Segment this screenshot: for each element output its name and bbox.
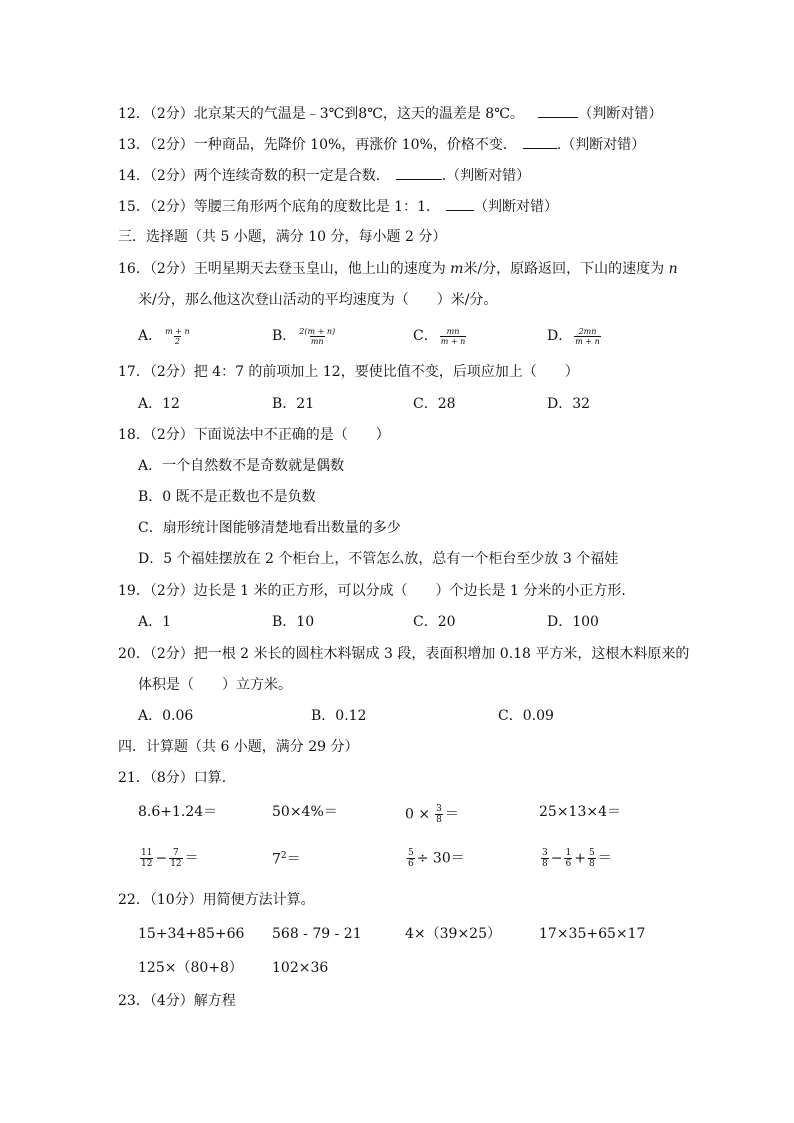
q22-item: 102×36	[272, 960, 329, 976]
q17-option-a[interactable]: A．12	[138, 396, 180, 412]
q21-item: 50×4%＝	[272, 804, 338, 820]
section-4-title: 四．计算题（共 6 小题，满分 29 分）	[118, 739, 359, 755]
question-17: 17．（2分）把 4：7 的前项加上 12，要使比值不变，后项应加上（ ）	[118, 364, 579, 380]
q17-option-c[interactable]: C．28	[413, 396, 456, 412]
q19-option-c[interactable]: C．20	[413, 614, 456, 630]
q19-option-a[interactable]: A．1	[138, 614, 172, 630]
q21-item: $\frac{3}{8}$ − $\frac{1}{6}$ + $\frac{5}{8}$ ＝	[542, 848, 612, 869]
question-19: 19．（2分）边长是 1 米的正方形，可以分成（ ）个边长是 1 分米的小正方形．	[118, 583, 636, 599]
q22-item: 4×（39×25）	[405, 926, 501, 942]
q18-option-c[interactable]: C．扇形统计图能够清楚地看出数量的多少	[138, 520, 401, 536]
q22-item: 125×（80+8）	[138, 960, 243, 976]
q17-option-b[interactable]: B．21	[272, 396, 315, 412]
section-3-title: 三．选择题（共 5 小题，满分 10 分，每小题 2 分）	[118, 229, 447, 245]
answer-blank[interactable]	[446, 196, 474, 211]
question-20-line-1: 20．（2分）把一根 2 米长的圆柱木料锯成 3 段，表面积增加 0.18 平方米，这根木料原来的	[118, 646, 690, 662]
q18-option-b[interactable]: B．0 既不是正数也不是负数	[138, 489, 316, 505]
q22-item: 17×35+65×17	[539, 926, 646, 942]
answer-blank[interactable]	[538, 103, 578, 118]
question-20-line-2: 体积是（ ）立方米。	[138, 677, 292, 693]
question-12: 12．（2分）北京某天的气温是﹣3℃到8℃，这天的温差是 8℃。 （判断对错）	[118, 103, 662, 124]
question-15: 15．（2分）等腰三角形两个底角的度数比是 1：1． （判断对错）	[118, 196, 558, 217]
q16-option-a[interactable]: A． $\frac{m + n}{2}$	[138, 326, 190, 346]
q16-option-b[interactable]: B． $\frac{2(m + n)}{mn}$	[272, 326, 336, 346]
q22-item: 15+34+85+66	[138, 926, 245, 942]
q21-item: 25×13×4＝	[539, 804, 621, 820]
q21-item: 8.6+1.24＝	[138, 804, 218, 820]
q21-item: $\frac{5}{6}$ ÷ 30＝	[408, 848, 465, 869]
question-14: 14．（2分）两个连续奇数的积一定是合数． .（判断对错）	[118, 165, 530, 186]
q16-option-d[interactable]: D． $\frac{2mn}{m + n}$	[547, 326, 600, 346]
q18-option-a[interactable]: A．一个自然数不是奇数就是偶数	[138, 458, 345, 474]
q20-option-a[interactable]: A．0.06	[138, 708, 194, 724]
q20-option-c[interactable]: C．0.09	[498, 708, 554, 724]
answer-blank[interactable]	[396, 165, 442, 180]
q16-option-c[interactable]: C． $\frac{mn}{m + n}$	[413, 326, 466, 346]
question-16-line-1: 16．（2分）王明星期天去登玉皇山，他上山的速度为 m米/分，原路返回，下山的速度为 n	[118, 261, 678, 277]
q20-option-b[interactable]: B．0.12	[311, 708, 367, 724]
q17-option-d[interactable]: D．32	[547, 396, 591, 412]
q19-option-b[interactable]: B．10	[272, 614, 315, 630]
answer-blank[interactable]	[523, 134, 557, 149]
question-13: 13．（2分）一种商品，先降价 10%，再涨价 10%，价格不变． .（判断对错）	[118, 134, 645, 155]
q18-option-d[interactable]: D．5 个福娃摆放在 2 个柜台上，不管怎么放，总有一个柜台至少放 3 个福娃	[138, 551, 619, 567]
question-16-line-2: 米/分，那么他这次登山活动的平均速度为（ ）米/分。	[138, 292, 498, 308]
q21-item: $\frac{11}{12}$ − $\frac{7}{12}$ ＝	[141, 848, 199, 869]
q21-item: 0 × $\frac{3}{8}$ ＝	[405, 804, 459, 825]
q22-item: 568 - 79 - 21	[272, 926, 362, 942]
question-18: 18．（2分）下面说法中不正确的是（ ）	[118, 427, 390, 443]
question-21: 21．（8分）口算．	[118, 770, 236, 786]
q19-option-d[interactable]: D．100	[547, 614, 599, 630]
q21-item: $7^2=$	[272, 851, 301, 868]
question-22: 22．（10分）用简便方法计算。	[118, 892, 315, 908]
question-23: 23．（4分）解方程	[118, 993, 236, 1009]
